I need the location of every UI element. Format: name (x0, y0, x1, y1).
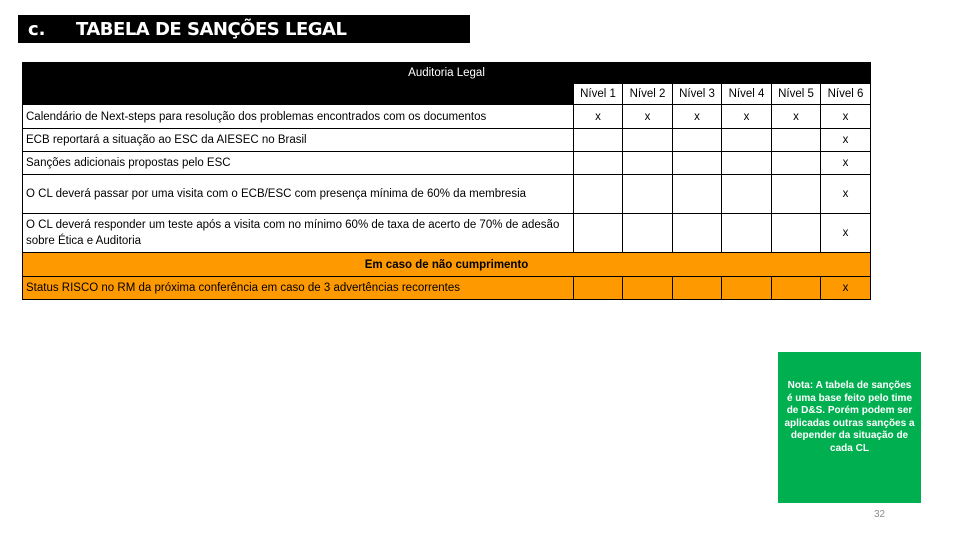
level-mark: x (821, 129, 871, 152)
level-mark (722, 175, 772, 214)
level-header: Nível 5 (772, 84, 821, 105)
level-mark (623, 277, 673, 300)
level-header: Nível 2 (623, 84, 673, 105)
level-mark (772, 214, 821, 253)
level-mark (574, 129, 623, 152)
level-mark (772, 129, 821, 152)
status-row (23, 277, 871, 300)
table-row (23, 214, 871, 253)
page-title: TABELA DE SANÇÕES LEGAL (76, 18, 347, 40)
level-mark: x (821, 175, 871, 214)
level-mark (673, 214, 722, 253)
row-label: ECB reportará a situação ao ESC da AIESEC no Brasil (23, 129, 574, 152)
level-mark: x (673, 105, 722, 129)
level-mark (772, 152, 821, 175)
table-row (23, 129, 871, 152)
row-label: Sanções adicionais propostas pelo ESC (23, 152, 574, 175)
level-mark (623, 214, 673, 253)
level-mark (623, 152, 673, 175)
row-label: Calendário de Next-steps para resolução dos problemas encontrados com os documentos (23, 105, 574, 129)
row-label: Status RISCO no RM da próxima conferência em caso de 3 advertências recorrentes (23, 277, 574, 300)
level-mark (772, 175, 821, 214)
level-mark (722, 214, 772, 253)
level-header-blank (23, 84, 574, 105)
level-mark: x (772, 105, 821, 129)
level-mark (673, 175, 722, 214)
level-header: Nível 3 (673, 84, 722, 105)
section-title-bar (18, 15, 470, 43)
level-mark (574, 214, 623, 253)
page-number: 32 (874, 509, 886, 520)
section-letter: c. (28, 18, 46, 40)
level-header: Nível 6 (821, 84, 871, 105)
level-mark: x (821, 214, 871, 253)
level-mark (574, 152, 623, 175)
level-header: Nível 4 (722, 84, 772, 105)
note-box (778, 352, 921, 503)
sanctions-table (22, 62, 871, 300)
level-mark (772, 277, 821, 300)
level-mark (722, 152, 772, 175)
level-mark: x (821, 152, 871, 175)
group-header: Auditoria Legal (23, 63, 871, 84)
level-mark (722, 277, 772, 300)
level-mark (673, 152, 722, 175)
non-compliance-header: Em caso de não cumprimento (23, 253, 871, 277)
level-mark: x (722, 105, 772, 129)
level-mark (623, 175, 673, 214)
level-mark: x (574, 105, 623, 129)
level-mark: x (623, 105, 673, 129)
group-header-row (23, 63, 871, 84)
level-mark (673, 129, 722, 152)
table-row (23, 152, 871, 175)
level-mark: x (821, 277, 871, 300)
level-header: Nível 1 (574, 84, 623, 105)
non-compliance-header-row (23, 253, 871, 277)
level-mark (574, 277, 623, 300)
level-mark (623, 129, 673, 152)
note-text: Nota: A tabela de sanções é uma base feito pelo time de D&S. Porém podem ser aplicadas outras sanções a depender da situação de cada CL (784, 380, 915, 454)
table-row (23, 175, 871, 214)
level-mark (574, 175, 623, 214)
level-header-row (23, 84, 871, 105)
level-mark (673, 277, 722, 300)
row-label: O CL deverá responder um teste após a visita com no mínimo 60% de taxa de acerto de 70% de adesão sobre Ética e Auditoria (23, 214, 574, 253)
level-mark (722, 129, 772, 152)
level-mark: x (821, 105, 871, 129)
row-label: O CL deverá passar por uma visita com o ECB/ESC com presença mínima de 60% da membresia (23, 175, 574, 214)
table-row (23, 105, 871, 129)
